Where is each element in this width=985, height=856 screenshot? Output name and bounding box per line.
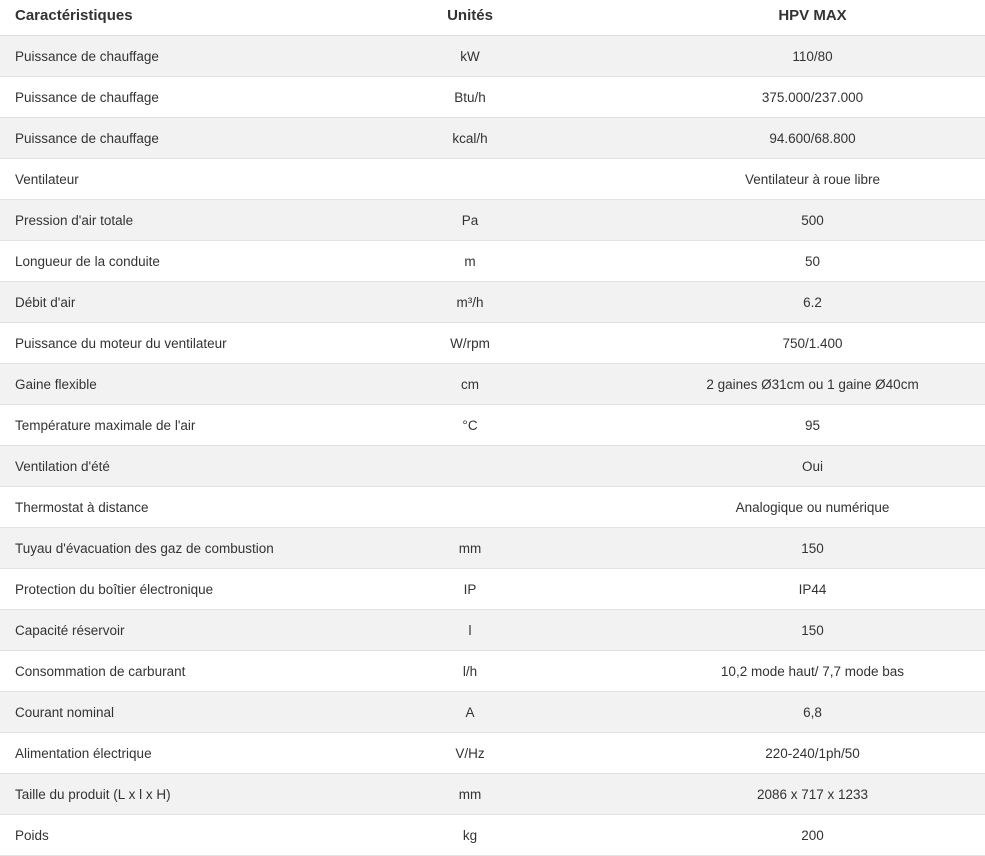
- row-value: 10,2 mode haut/ 7,7 mode bas: [625, 651, 985, 692]
- row-characteristic: Débit d'air: [0, 282, 315, 323]
- row-characteristic: Poids: [0, 815, 315, 856]
- table-row: [0, 200, 985, 241]
- row-value: Oui: [625, 446, 985, 487]
- row-characteristic: Protection du boîtier électronique: [0, 569, 315, 610]
- row-characteristic: Taille du produit (L x l x H): [0, 774, 315, 815]
- row-unit: °C: [315, 405, 625, 446]
- table-row: [0, 282, 985, 323]
- row-value: 2 gaines Ø31cm ou 1 gaine Ø40cm: [625, 364, 985, 405]
- row-characteristic: Ventilation d'été: [0, 446, 315, 487]
- row-value: 2086 x 717 x 1233: [625, 774, 985, 815]
- row-characteristic: Puissance de chauffage: [0, 77, 315, 118]
- row-characteristic: Température maximale de l'air: [0, 405, 315, 446]
- table-row: [0, 610, 985, 651]
- row-characteristic: Tuyau d'évacuation des gaz de combustion: [0, 528, 315, 569]
- row-value: 150: [625, 610, 985, 651]
- row-characteristic: Pression d'air totale: [0, 200, 315, 241]
- row-unit: mm: [315, 528, 625, 569]
- table-row: [0, 487, 985, 528]
- row-characteristic: Gaine flexible: [0, 364, 315, 405]
- table-row: [0, 569, 985, 610]
- header-product-hpv-max: HPV MAX: [625, 0, 985, 36]
- row-unit: m³/h: [315, 282, 625, 323]
- row-unit: IP: [315, 569, 625, 610]
- row-value: IP44: [625, 569, 985, 610]
- row-characteristic: Alimentation électrique: [0, 733, 315, 774]
- row-unit: kg: [315, 815, 625, 856]
- row-characteristic: Longueur de la conduite: [0, 241, 315, 282]
- row-characteristic: Courant nominal: [0, 692, 315, 733]
- row-unit: [315, 446, 625, 487]
- table-row: [0, 446, 985, 487]
- row-unit: A: [315, 692, 625, 733]
- row-value: 220-240/1ph/50: [625, 733, 985, 774]
- row-unit: [315, 159, 625, 200]
- row-value: 200: [625, 815, 985, 856]
- table-row: [0, 528, 985, 569]
- row-characteristic: Thermostat à distance: [0, 487, 315, 528]
- row-unit: Pa: [315, 200, 625, 241]
- row-unit: mm: [315, 774, 625, 815]
- row-unit: V/Hz: [315, 733, 625, 774]
- row-value: 6.2: [625, 282, 985, 323]
- row-characteristic: Puissance de chauffage: [0, 36, 315, 77]
- row-characteristic: Ventilateur: [0, 159, 315, 200]
- row-value: 500: [625, 200, 985, 241]
- row-unit: m: [315, 241, 625, 282]
- table-row: [0, 323, 985, 364]
- row-value: 6,8: [625, 692, 985, 733]
- row-value: Ventilateur à roue libre: [625, 159, 985, 200]
- table-row: [0, 364, 985, 405]
- header-characteristics: Caractéristiques: [0, 0, 315, 36]
- row-value: 750/1.400: [625, 323, 985, 364]
- row-value: 94.600/68.800: [625, 118, 985, 159]
- row-characteristic: Puissance de chauffage: [0, 118, 315, 159]
- table-row: [0, 241, 985, 282]
- table-row: [0, 118, 985, 159]
- row-characteristic: Consommation de carburant: [0, 651, 315, 692]
- table-row: [0, 405, 985, 446]
- row-characteristic: Puissance du moteur du ventilateur: [0, 323, 315, 364]
- row-characteristic: Capacité réservoir: [0, 610, 315, 651]
- table-body: [0, 36, 985, 856]
- row-value: 150: [625, 528, 985, 569]
- header-units: Unités: [315, 0, 625, 36]
- row-unit: kW: [315, 36, 625, 77]
- row-value: Analogique ou numérique: [625, 487, 985, 528]
- row-unit: l: [315, 610, 625, 651]
- row-value: 50: [625, 241, 985, 282]
- table-row: [0, 159, 985, 200]
- row-unit: Btu/h: [315, 77, 625, 118]
- table-row: [0, 651, 985, 692]
- table-row: [0, 774, 985, 815]
- row-unit: l/h: [315, 651, 625, 692]
- row-value: 95: [625, 405, 985, 446]
- table-row: [0, 77, 985, 118]
- row-value: 110/80: [625, 36, 985, 77]
- table-row: [0, 815, 985, 856]
- row-unit: cm: [315, 364, 625, 405]
- row-value: 375.000/237.000: [625, 77, 985, 118]
- table-row: [0, 36, 985, 77]
- table-row: [0, 692, 985, 733]
- row-unit: W/rpm: [315, 323, 625, 364]
- row-unit: kcal/h: [315, 118, 625, 159]
- row-unit: [315, 487, 625, 528]
- table-header-row: [0, 0, 985, 36]
- table-row: [0, 733, 985, 774]
